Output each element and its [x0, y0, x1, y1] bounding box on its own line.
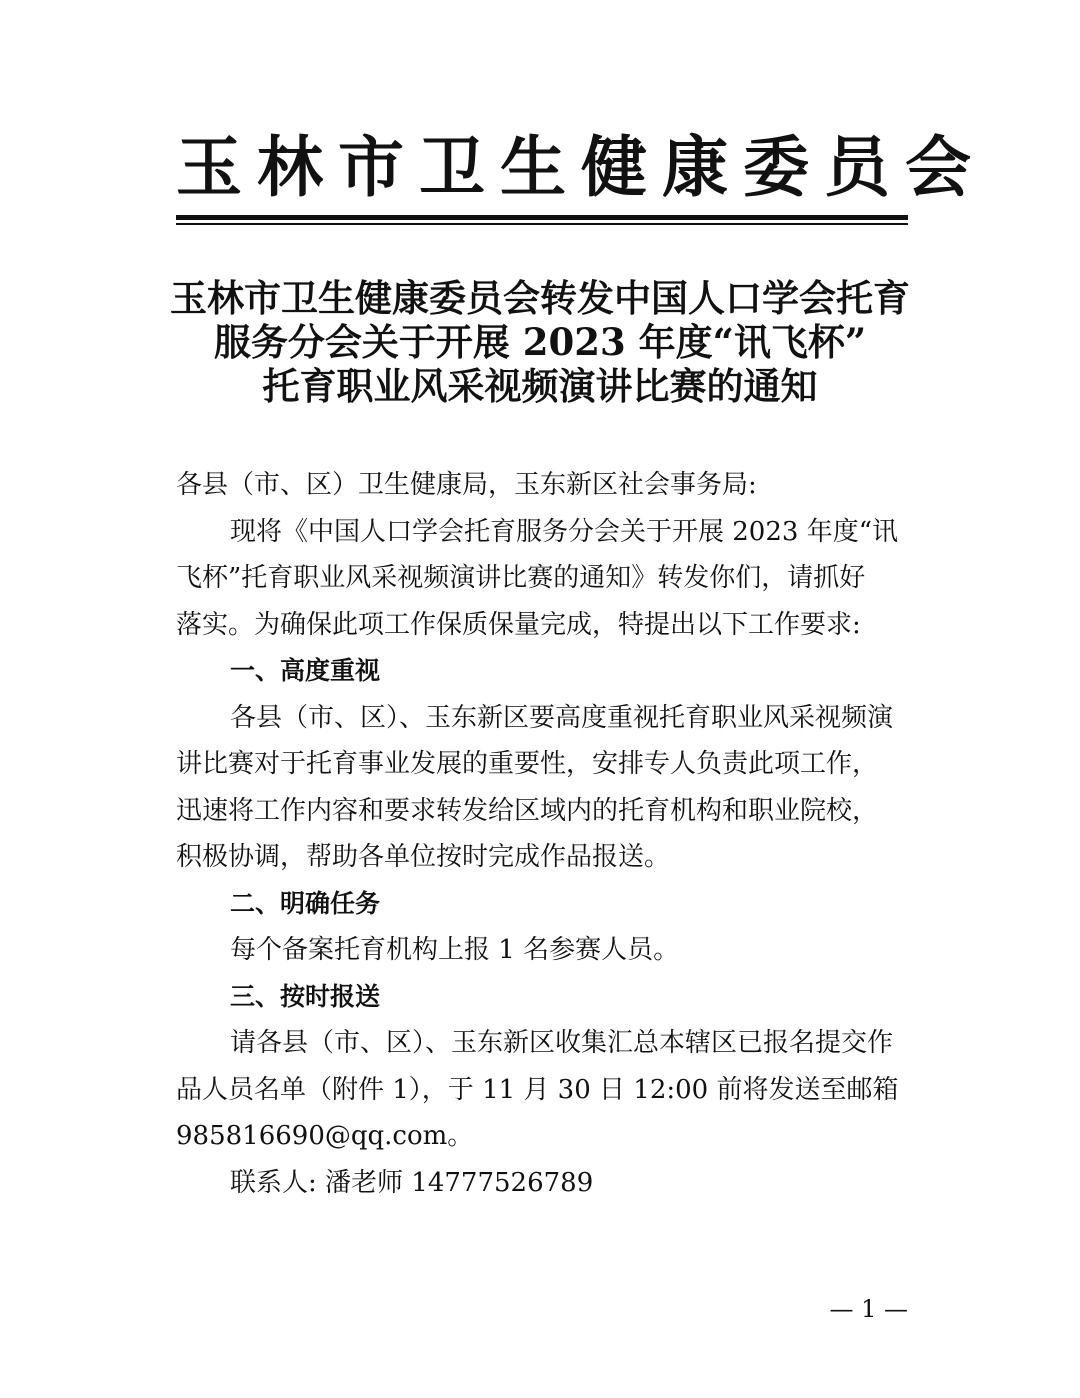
header-divider-thick [176, 215, 908, 220]
intro-paragraph-line: 落实。为确保此项工作保质保量完成，特提出以下工作要求: [176, 609, 861, 640]
section-1-line: 积极协调，帮助各单位按时完成作品报送。 [176, 842, 671, 872]
document-title [150, 276, 930, 408]
document-body [176, 462, 908, 1206]
section-3-line: 请各县（市、区）、玉东新区收集汇总本辖区已报名提交作 [230, 1028, 894, 1058]
section-heading-2: 二、明确任务 [230, 888, 381, 918]
section-1-line: 讲比赛对于托育事业发展的重要性，安排专人负责此项工作， [176, 749, 879, 779]
document-title-line-3: 托育职业风采视频演讲比赛的通知 [262, 364, 818, 408]
intro-paragraph-line: 现将《中国人口学会托育服务分会关于开展 2023 年度“讯 [230, 516, 898, 547]
document-title-line-1: 玉林市卫生健康委员会转发中国人口学会托育 [170, 276, 910, 320]
section-3-line: 品人员名单（附件 1），于 11 月 30 日 12:00 前将发送至邮箱 [176, 1074, 899, 1105]
section-2-line: 每个备案托育机构上报 1 名参赛人员。 [230, 935, 680, 965]
section-1-line: 迅速将工作内容和要求转发给区域内的托育机构和职业院校， [176, 795, 879, 826]
header-divider-thin [176, 223, 908, 225]
intro-paragraph-line: 飞杯”托育职业风采视频演讲比赛的通知》转发你们，请抓好 [176, 563, 866, 593]
contact-line: 联系人: 潘老师 14777526789 [230, 1167, 594, 1198]
section-3-email-line: 985816690@qq.com。 [176, 1121, 474, 1151]
section-1-line: 各县（市、区）、玉东新区要高度重视托育职业风采视频演 [230, 702, 894, 733]
salutation: 各县（市、区）卫生健康局，玉东新区社会事务局: [176, 470, 757, 500]
section-heading-1: 一、高度重视 [230, 656, 381, 685]
issuing-organization-header: 玉林市卫生健康委员会 [176, 128, 986, 206]
page-number: — 1 — [829, 1295, 908, 1323]
document-title-line-2: 服务分会关于开展 2023 年度“讯飞杯” [213, 320, 867, 364]
section-heading-3: 三、按时报送 [230, 981, 381, 1011]
